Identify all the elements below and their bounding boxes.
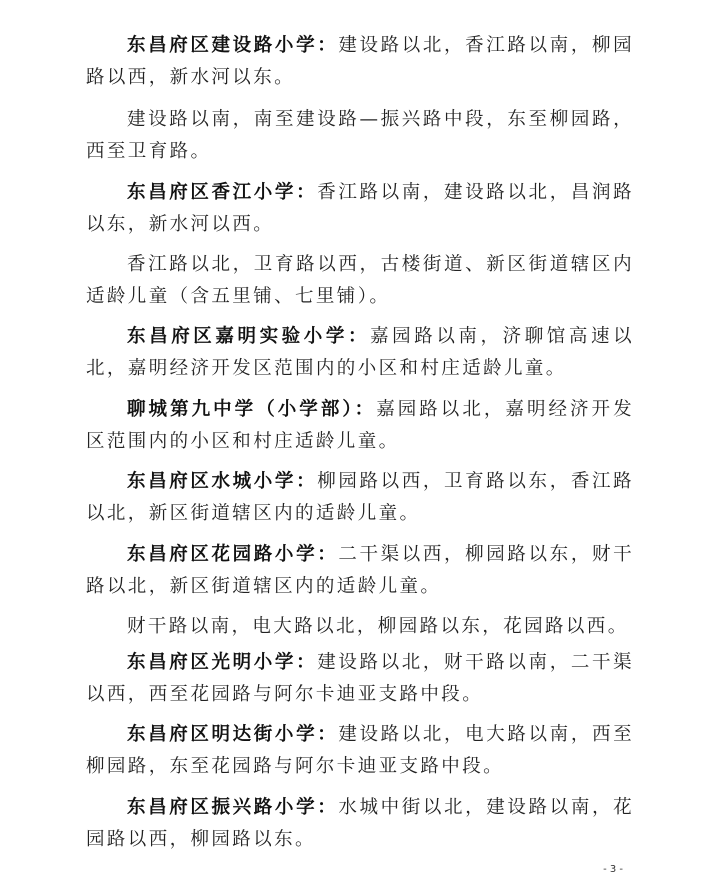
school-name: 东昌府区光明小学： <box>127 652 318 673</box>
page-number: - 3 - <box>603 864 623 875</box>
school-name: 东昌府区香江小学： <box>127 182 318 203</box>
school-name: 东昌府区振兴路小学： <box>127 797 339 818</box>
paragraph-jianshelu-south <box>86 104 634 168</box>
paragraph-liaocheng-ninth <box>86 394 634 458</box>
paragraph-caiganlu-south <box>86 611 634 643</box>
paragraph-mingdajie-school <box>86 719 634 783</box>
school-name: 东昌府区明达街小学： <box>127 724 339 745</box>
district-text: 建设路以北，香江路以南，柳园路以西，新水河以东。 <box>86 35 634 88</box>
district-text: 建设路以北，电大路以南，西至柳园路，东至花园路与阿尔卡迪亚支路中段。 <box>86 724 634 777</box>
district-text: 柳园路以西，卫育路以东，香江路以北，新区街道辖区内的适龄儿童。 <box>86 471 634 524</box>
district-text: 二干渠以西，柳园路以东，财干路以北，新区街道辖区内的适龄儿童。 <box>86 544 634 597</box>
district-text: 建设路以北，财干路以南，二干渠以西，西至花园路与阿尔卡迪亚支路中段。 <box>86 652 634 705</box>
paragraph-huayuanlu-school <box>86 539 634 603</box>
paragraph-shuicheng-school <box>86 466 634 530</box>
district-text: 财干路以南，电大路以北，柳园路以东，花园路以西。 <box>127 616 629 637</box>
district-text: 水城中街以北，建设路以南，花园路以西，柳园路以东。 <box>86 797 634 850</box>
school-name: 聊城第九中学（小学部）： <box>127 399 377 420</box>
school-name: 东昌府区嘉明实验小学： <box>127 326 371 347</box>
paragraph-zhenxinglu-school <box>86 792 634 856</box>
district-text: 建设路以南，南至建设路—振兴路中段，东至柳园路，西至卫育路。 <box>86 109 634 162</box>
paragraph-jiaming-school <box>86 321 634 385</box>
school-name: 东昌府区建设路小学： <box>127 35 339 56</box>
paragraph-xiangjiang-school <box>86 177 634 241</box>
district-text: 香江路以北，卫育路以西，古楼街道、新区街道辖区内适龄儿童（含五里铺、七里铺）。 <box>86 254 634 307</box>
district-text: 香江路以南，建设路以北，昌润路以东，新水河以西。 <box>86 182 634 235</box>
paragraph-guangming-school <box>86 647 634 711</box>
school-name: 东昌府区水城小学： <box>127 471 318 492</box>
paragraph-jianshelu-school <box>86 30 634 94</box>
paragraph-xiangjiang-north <box>86 249 634 313</box>
district-text: 嘉园路以北，嘉明经济开发区范围内的小区和村庄适龄儿童。 <box>86 399 634 452</box>
district-text: 嘉园路以南，济聊馆高速以北，嘉明经济开发区范围内的小区和村庄适龄儿童。 <box>86 326 634 379</box>
school-name: 东昌府区花园路小学： <box>127 544 339 565</box>
